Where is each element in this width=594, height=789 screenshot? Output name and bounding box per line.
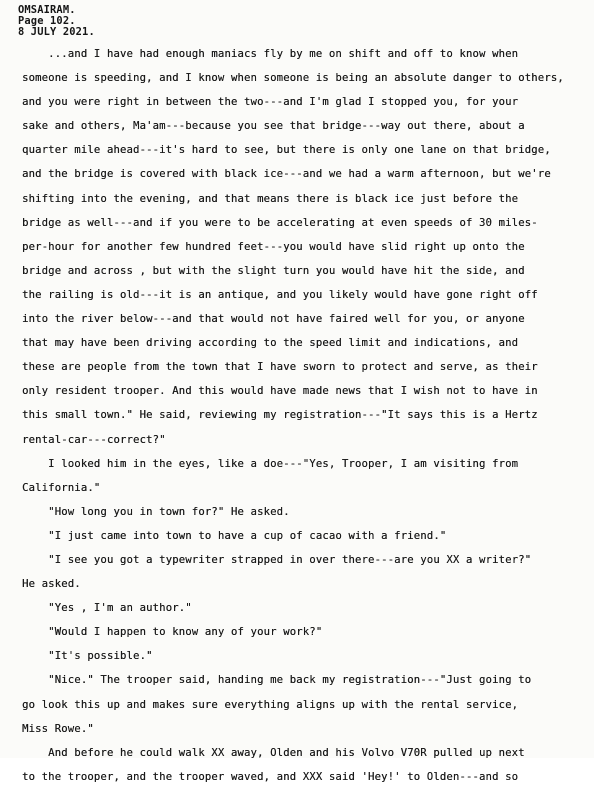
text-line: "Yes , I'm an author." (22, 602, 192, 615)
page-header (18, 5, 95, 38)
text-line: these are people from the town that I have sworn to protect and serve, as their (22, 361, 538, 374)
text-line: only resident trooper. And this would have made news that I wish not to have in (22, 385, 538, 398)
text-line: bridge and across , but with the slight turn you would have hit the side, and (22, 264, 525, 277)
text-line: I looked him in the eyes, like a doe---"Yes, Trooper, I am visiting from (22, 457, 519, 470)
text-line: per-hour for another few hundred feet---you would have slid right up onto the (22, 240, 525, 253)
author-name: OMSAIRAM. (18, 4, 76, 16)
manuscript-body (22, 42, 582, 789)
text-line: quarter mile ahead---it's hard to see, but there is only one lane on that bridge, (22, 144, 551, 157)
text-line: shifting into the evening, and that means there is black ice just before the (22, 192, 519, 205)
text-line: "Nice." The trooper said, handing me back my registration---"Just going to (22, 674, 532, 687)
text-line: into the river below---and that would not have faired well for you, or anyone (22, 313, 525, 326)
text-line: "I see you got a typewriter strapped in over there---are you XX a writer?" (22, 553, 532, 566)
text-line: California." (22, 481, 101, 494)
text-line: "How long you in town for?" He asked. (22, 505, 290, 518)
text-line: bridge as well---and if you were to be accelerating at even speeds of 30 miles- (22, 216, 538, 229)
text-line: this small town." He said, reviewing my registration---"It says this is a Hertz (22, 409, 538, 422)
text-line: sake and others, Ma'am---because you see that bridge---way out there, about a (22, 120, 525, 133)
page-date: 8 JULY 2021. (18, 26, 95, 38)
text-line: someone is speeding, and I know when someone is being an absolute danger to others, (22, 72, 564, 85)
text-line: go look this up and makes sure everything aligns up with the rental service, (22, 698, 519, 711)
text-line: Miss Rowe." (22, 722, 94, 735)
text-line: and the bridge is covered with black ice---and we had a warm afternoon, but we're (22, 168, 551, 181)
text-line: to the trooper, and the trooper waved, and XXX said 'Hey!' to Olden---and so (22, 770, 519, 783)
text-line: rental-car---correct?" (22, 433, 166, 446)
text-line: and you were right in between the two---and I'm glad I stopped you, for your (22, 96, 519, 109)
text-line: "I just came into town to have a cup of cacao with a friend." (22, 529, 447, 542)
text-line: "It's possible." (22, 650, 153, 663)
text-line: "Would I happen to know any of your work?" (22, 626, 323, 639)
text-line: And before he could walk XX away, Olden and his Volvo V70R pulled up next (22, 746, 525, 759)
page-number: Page 102. (18, 15, 76, 27)
text-line: ...and I have had enough maniacs fly by me on shift and off to know when (22, 48, 519, 60)
text-line: the railing is old---it is an antique, and you likely would have gone right off (22, 288, 538, 301)
text-line: that may have been driving according to the speed limit and indications, and (22, 337, 519, 350)
text-line: He asked. (22, 578, 81, 591)
